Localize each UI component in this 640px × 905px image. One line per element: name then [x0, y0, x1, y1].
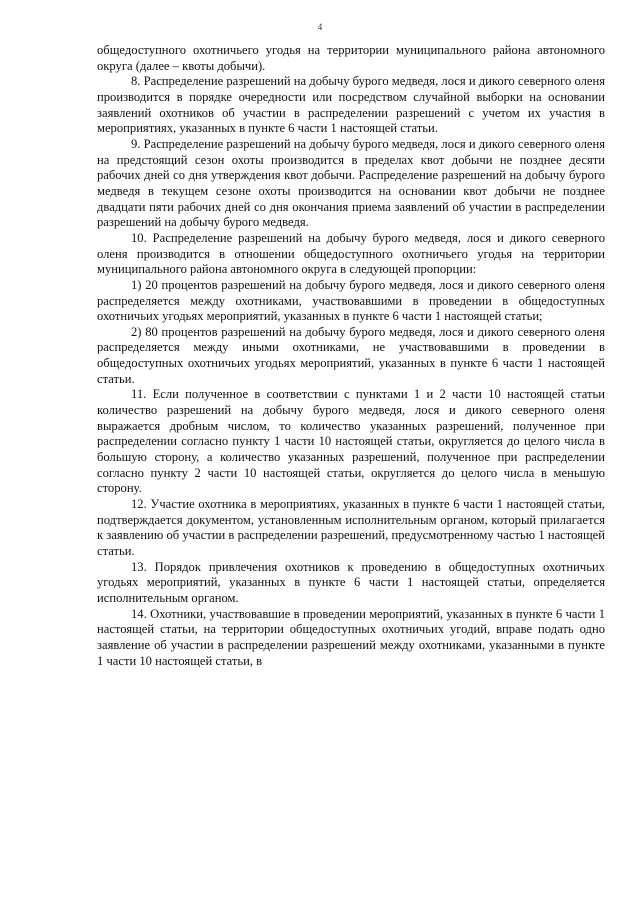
page-number: 4 — [317, 22, 323, 32]
paragraph-10: 10. Распределение разрешений на добычу бурого медведя, лося и дикого северного оленя производится в отношении общедоступного охотничьего угодья на территории муниципального района автономного округа в следующей пропорции: — [97, 230, 605, 277]
paragraph-9: 9. Распределение разрешений на добычу бурого медведя, лося и дикого северного оленя на предстоящий сезон охоты производится в пределах квот добычи не позднее десяти рабочих дней со дня утверждения квот добычи. Распределение разрешений на добычу бурого медведя в текущем сезоне охоты производится на основании квот добычи не позднее двадцати пяти рабочих дней со дня окончания приема заявлений об участии в распределении разрешений на добычу бурого медведя. — [97, 136, 605, 230]
paragraph-continuation: общедоступного охотничьего угодья на территории муниципального района автономного округа (далее – квоты добычи). — [97, 43, 605, 73]
paragraph-8: 8. Распределение разрешений на добычу бурого медведя, лося и дикого северного оленя производится в порядке очередности или посредством случайной выборки на основании заявлений охотников об участии в распределении разрешений с учетом их участия в мероприятиях, указанных в пункте 6 части 1 настоящей статьи. — [97, 74, 605, 136]
paragraph-14: 14. Охотники, участвовавшие в проведении мероприятий, указанных в пункте 6 части 1 настоящей статьи, на территории общедоступных охотничьих угодий, вправе подать одно заявление об участии в распределении разрешений между охотниками, указанными в пункте 1 части 10 настоящей статьи, в — [97, 606, 605, 668]
paragraph-10-item-2: 2) 80 процентов разрешений на добычу бурого медведя, лося и дикого северного оленя распределяется между иными охотниками, не участвовавшими в проведении в общедоступных охотничьих угодьях мероприятий, указанных в пункте 6 части 1 настоящей статьи. — [97, 324, 605, 386]
paragraph-12: 12. Участие охотника в мероприятиях, указанных в пункте 6 части 1 настоящей статьи, подтверждается документом, установленным исполнительным органом, который прилагается к заявлению об участии в распределении разрешений, предусмотренному частью 1 настоящей статьи. — [97, 497, 605, 558]
document-body — [97, 43, 605, 669]
paragraph-13: 13. Порядок привлечения охотников к проведению в общедоступных охотничьих угодьях мероприятий, указанных в пункте 6 части 1 настоящей статьи, определяется исполнительным органом. — [97, 559, 605, 605]
paragraph-10-item-1: 1) 20 процентов разрешений на добычу бурого медведя, лося и дикого северного оленя распределяется между охотниками, участвовавшими в проведении в общедоступных охотничьих угодьях мероприятий, указанных в пункте 6 части 1 настоящей статьи; — [97, 277, 605, 324]
paragraph-11: 11. Если полученное в соответствии с пунктами 1 и 2 части 10 настоящей статьи количество разрешений на добычу бурого медведя, лося и дикого северного оленя выражается дробным числом, то количество указанных разрешений, полученное при распределении согласно пункту 1 части 10 настоящей статьи, округляется до целого числа в большую сторону, а количество указанных разрешений, полученное при распределении согласно пункту 2 части 10 настоящей статьи, округляется до целого числа в меньшую сторону. — [97, 387, 605, 496]
